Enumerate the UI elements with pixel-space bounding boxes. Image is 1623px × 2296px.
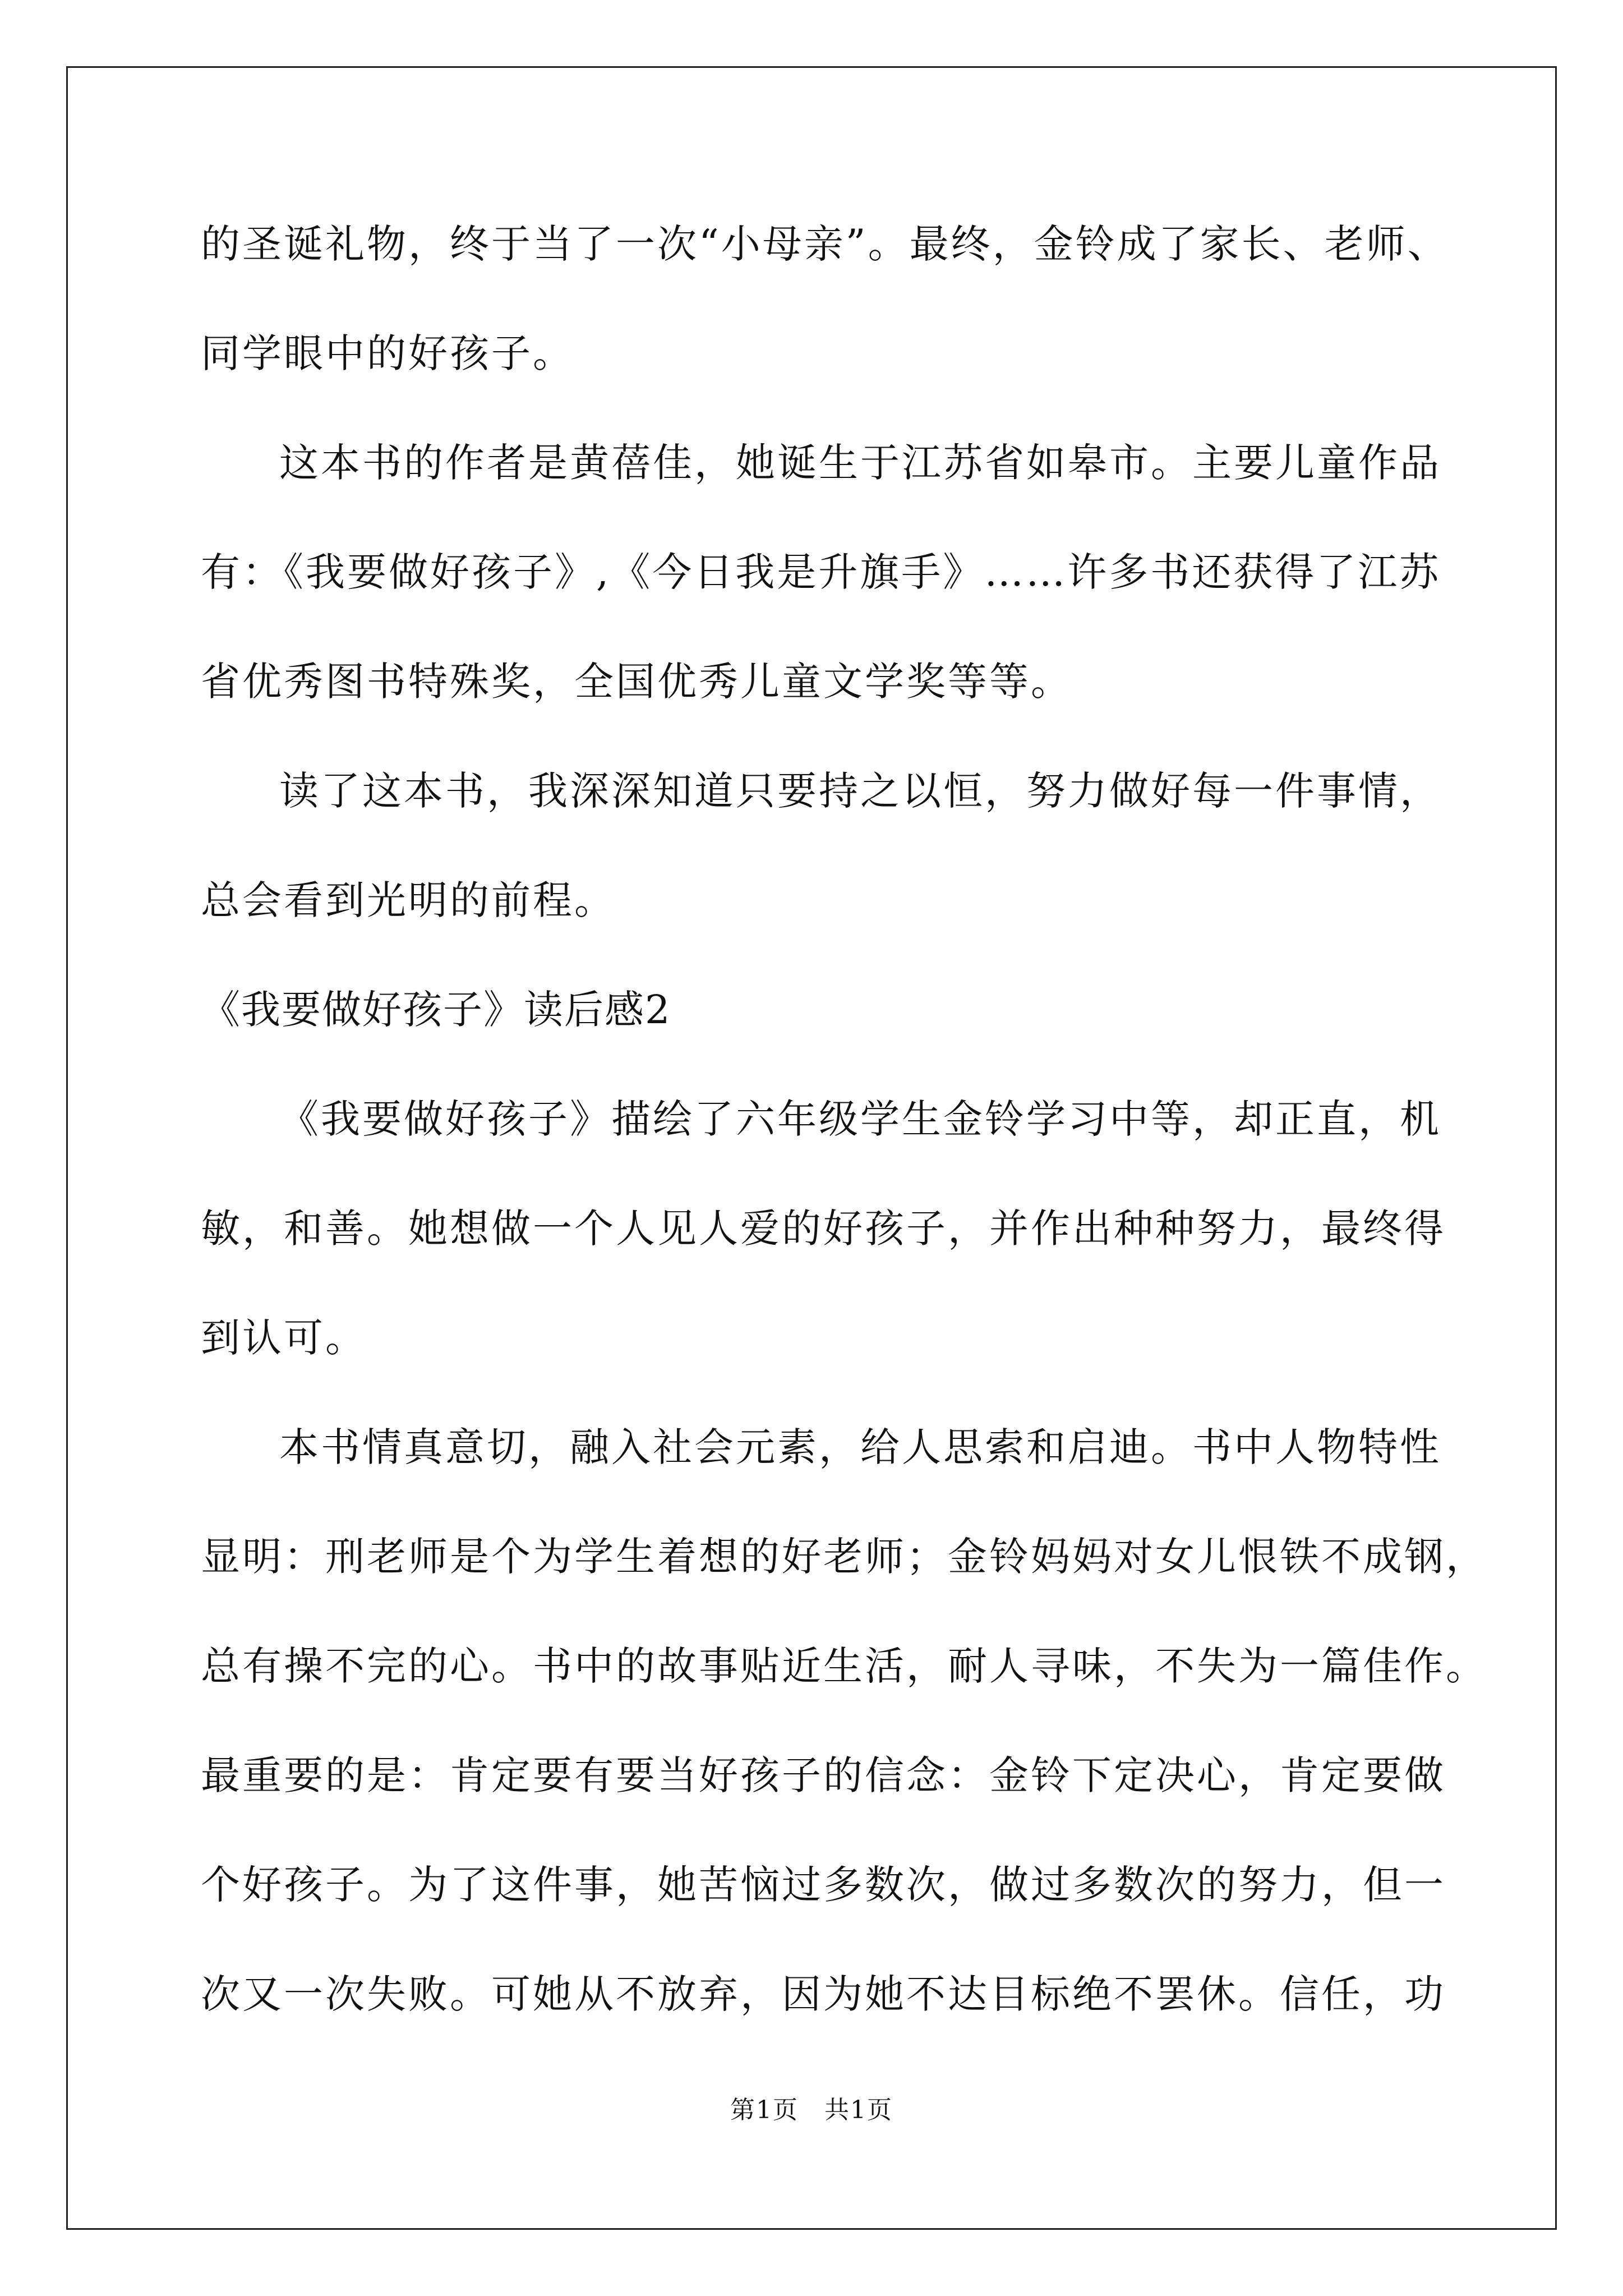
document-body: [201, 219, 1487, 2078]
text-line-4: 有：《我要做好孩子》,《今日我是升旗手》……许多书还获得了江苏: [201, 549, 1441, 595]
text-line-5: 省优秀图书特殊奖，全国优秀儿童文学奖等等。: [201, 659, 1072, 705]
text-line-14: 总有操不完的心。书中的故事贴近生活，耐人寻味，不失为一篇佳作。: [201, 1643, 1487, 1689]
text-line-16: 个好孩子。为了这件事，她苦恼过多数次，做过多数次的努力，但一: [201, 1862, 1446, 1908]
text-line-3: 这本书的作者是黄蓓佳，她诞生于江苏省如皋市。主要儿童作品: [279, 440, 1441, 486]
page-number-footer: 第1页 共1页: [730, 2096, 893, 2124]
text-line-17: 次又一次失败。可她从不放弃，因为她不达目标绝不罢休。信任，功: [201, 1971, 1446, 2017]
text-line-7: 总会看到光明的前程。: [201, 877, 616, 923]
text-line-13: 显明：刑老师是个为学生着想的好老师；金铃妈妈对女儿恨铁不成钢，: [201, 1534, 1487, 1580]
text-line-6: 读了这本书，我深深知道只要持之以恒，努力做好每一件事情，: [279, 768, 1441, 814]
text-line-1: 的圣诞礼物，终于当了一次“小母亲”。最终，金铃成了家长、老师、: [201, 221, 1449, 267]
text-line-15: 最重要的是：肯定要有要当好孩子的信念：金铃下定决心，肯定要做: [201, 1752, 1446, 1798]
text-line-12: 本书情真意切，融入社会元素，给人思索和启迪。书中人物特性: [279, 1424, 1441, 1470]
text-line-9: 《我要做好孩子》描绘了六年级学生金铃学习中等，却正直，机: [279, 1096, 1441, 1142]
text-line-2: 同学眼中的好孩子。: [201, 330, 574, 376]
section-heading: 《我要做好孩子》读后感2: [201, 987, 671, 1033]
text-line-10: 敏，和善。她想做一个人见人爱的好孩子，并作出种种努力，最终得: [201, 1205, 1446, 1251]
text-line-11: 到认可。: [201, 1315, 367, 1361]
